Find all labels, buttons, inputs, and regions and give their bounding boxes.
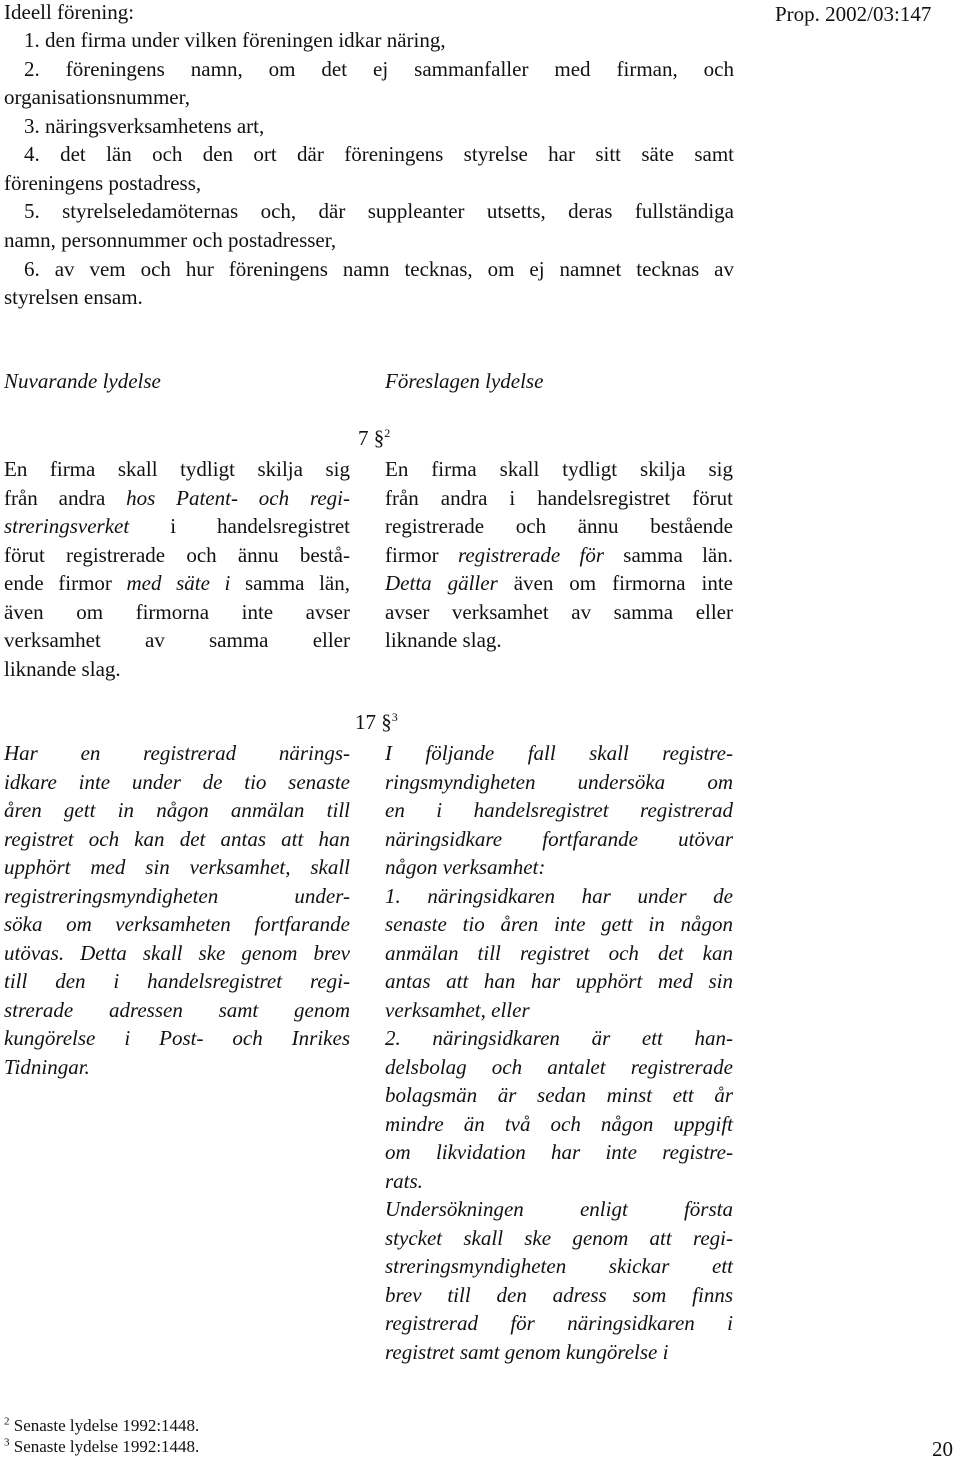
text-line: avser verksamhet av samma eller (385, 599, 733, 624)
list-item: namn, personnummer och postadresser, (4, 228, 337, 252)
text-line: om likvidation har inte registre- (385, 1140, 733, 1164)
section-number: 17 § (355, 710, 392, 734)
text-line: antas att han har upphört med sin (385, 969, 733, 993)
text-line: söka om verksamheten fortfarande (4, 912, 350, 936)
text-line: Undersökningen enligt första (385, 1197, 733, 1221)
section-7-heading (358, 426, 390, 451)
page-number: 20 (932, 1437, 953, 1461)
text-line: rats. (385, 1168, 423, 1193)
section-7-proposed-text (385, 455, 733, 655)
text-line: näringsidkare fortfarande utövar (385, 826, 733, 851)
text-line: delsbolag och antalet registrerade (385, 1054, 733, 1079)
section-17-current-text (4, 739, 350, 1081)
list-item: styrelsen ensam. (4, 285, 143, 309)
text-line: registrerade och ännu bestående (385, 514, 733, 538)
text-line: ende firmor med säte i samma län, (4, 571, 350, 595)
column-heading-proposed: Föreslagen lydelse (385, 369, 544, 393)
text-line: förut registrerade och ännu bestå- (4, 542, 350, 567)
text-line: 1. näringsidkaren har under de (385, 883, 733, 908)
text-line: streringsmyndigheten skickar ett (385, 1254, 733, 1278)
footnote-ref: 3 (391, 710, 398, 724)
section-7-current-text (4, 455, 350, 683)
text-line: utövas. Detta skall ske genom brev (4, 940, 350, 965)
text-line: en i handelsregistret registrerad (385, 798, 733, 822)
section-number: 7 § (358, 426, 385, 450)
text-line: från andra hos Patent- och regi- (4, 485, 350, 510)
section-17-proposed-text (385, 739, 733, 1366)
text-line: registret och kan det antas att han (4, 826, 350, 851)
list-item: 6. av vem och hur föreningens namn tecknas, om ej namnet tecknas av (24, 257, 734, 281)
text-line: I följande fall skall registre- (385, 741, 733, 765)
text-line: senaste tio åren inte gett in någon (385, 912, 733, 936)
text-line: brev till den adress som finns (385, 1282, 733, 1307)
text-line: En firma skall tydligt skilja sig (4, 457, 350, 481)
text-line: En firma skall tydligt skilja sig (385, 457, 733, 481)
list-item: 5. styrelseledamöternas och, där suppleanter utsetts, deras fullständiga (24, 199, 734, 223)
list-item: 2. föreningens namn, om det ej sammanfaller med firman, och (24, 57, 734, 81)
text-line: streringsverket i handelsregistret (4, 514, 350, 538)
text-line: verksamhet, eller (385, 997, 530, 1022)
text-line: Tidningar. (4, 1054, 90, 1079)
text-line: till den i handelsregistret regi- (4, 969, 350, 993)
text-line: från andra i handelsregistret förut (385, 485, 733, 510)
list-item: föreningens postadress, (4, 171, 202, 195)
text-line: idkare inte under de tio senaste (4, 769, 350, 794)
text-line: registreringsmyndigheten under- (4, 883, 350, 908)
text-line: registrerad för näringsidkaren i (385, 1311, 733, 1335)
text-line: liknande slag. (385, 628, 502, 652)
list-item: 1. den firma under vilken föreningen idkar näring, (24, 28, 446, 52)
section-17-heading (355, 710, 398, 735)
list-item: 3. näringsverksamhetens art, (24, 114, 265, 138)
footnote: $^3$ Senaste lydelse 1992:1448. (4, 1436, 200, 1456)
text-line: åren gett in någon anmälan till (4, 798, 350, 822)
text-line: liknande slag. (4, 656, 121, 681)
text-line: Har en registrerad närings- (4, 741, 350, 765)
text-line: kungörelse i Post- och Inrikes (4, 1026, 350, 1050)
text-line: 2. näringsidkaren är ett han- (385, 1026, 733, 1050)
text-line: även om firmorna inte avser (4, 599, 350, 624)
text-line: Detta gäller även om firmorna inte (385, 571, 733, 595)
text-line: anmälan till registret och det kan (385, 940, 733, 965)
text-line: stycket skall ske genom att regi- (385, 1225, 733, 1250)
text-line: ringsmyndigheten undersöka om (385, 769, 733, 794)
text-line: strerade adressen samt genom (4, 997, 350, 1022)
footnote: $^2$ Senaste lydelse 1992:1448. (4, 1415, 200, 1435)
list-item: organisationsnummer, (4, 85, 190, 109)
text-line: registret samt genom kungörelse i (385, 1339, 669, 1364)
list-heading: Ideell förening: (4, 0, 135, 24)
proposition-reference: Prop. 2002/03:147 (775, 2, 932, 26)
text-line: någon verksamhet: (385, 855, 546, 879)
list-item: 4. det län och den ort där föreningens styrelse har sitt säte samt (24, 142, 734, 166)
text-line: firmor registrerade för samma län. (385, 542, 733, 567)
text-line: verksamhet av samma eller (4, 628, 350, 652)
column-heading-current: Nuvarande lydelse (4, 369, 161, 393)
text-line: upphört med sin verksamhet, skall (4, 855, 350, 879)
text-line: bolagsmän är sedan minst ett år (385, 1083, 733, 1107)
text-line: mindre än två och någon uppgift (385, 1111, 733, 1136)
footnote-ref: 2 (384, 426, 391, 440)
